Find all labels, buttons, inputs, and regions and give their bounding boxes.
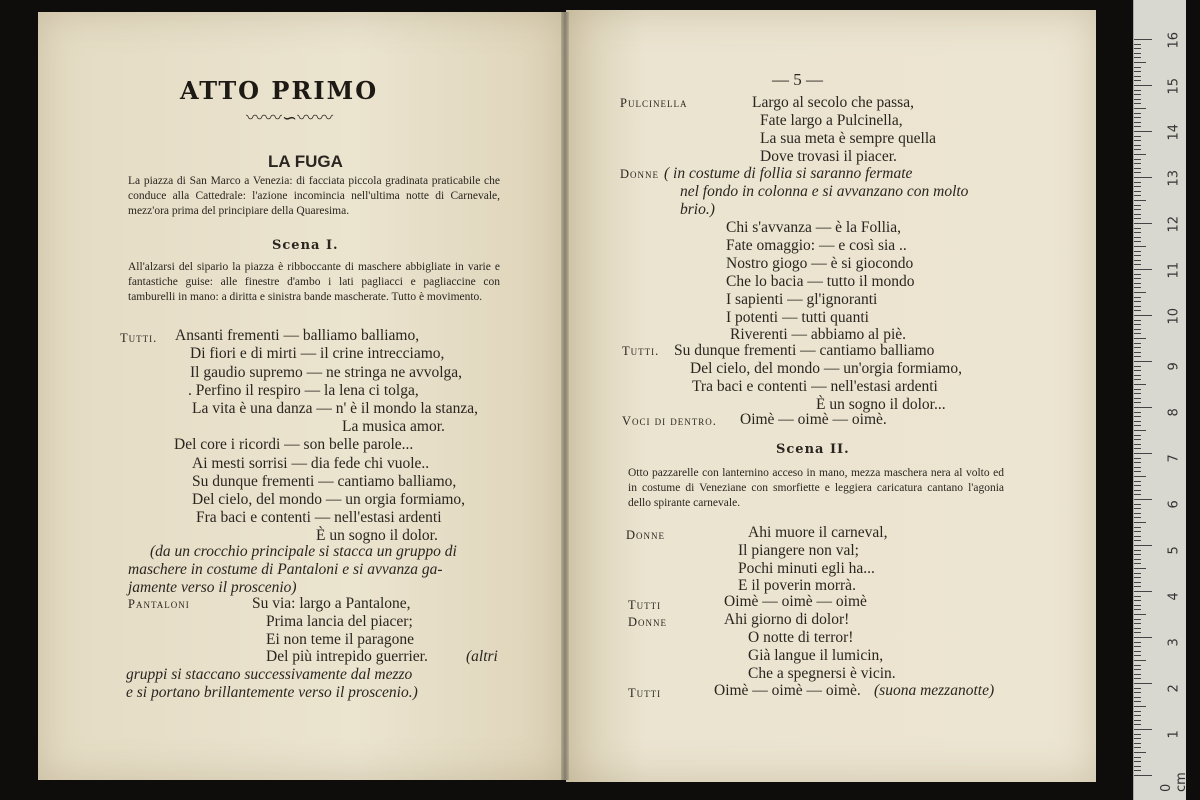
ruler-tick — [1134, 154, 1146, 155]
ruler-tick — [1134, 287, 1141, 288]
ruler-tick — [1134, 232, 1141, 233]
ruler-number: 4 — [1166, 592, 1182, 601]
ruler-tick — [1134, 720, 1141, 721]
ruler-tick — [1134, 632, 1141, 633]
ruler-tick — [1134, 62, 1146, 63]
ruler-tick — [1134, 430, 1146, 431]
scena-description: Otto pazzarelle con lanternino acceso in mano, mezza maschera nera al volto ed in costume di Veneziane con smorfiette e leggiera caricatura cantano l'agonia dello spirante carnevale. — [628, 467, 1004, 509]
ruler-tick — [1134, 683, 1152, 684]
ruler-tick — [1134, 674, 1141, 675]
ruler-tick — [1134, 241, 1141, 242]
ruler-tick — [1134, 384, 1146, 385]
ruler-tick — [1134, 444, 1141, 445]
ruler-tick — [1134, 605, 1141, 606]
verse-line: Oimè — oimè — oimè — [724, 593, 867, 610]
ruler-tick — [1134, 48, 1141, 49]
ruler-tick — [1134, 136, 1141, 137]
stage-direction-line: nel fondo in colonna e si avvanzano con molto — [680, 183, 969, 200]
ruler-tick — [1134, 57, 1141, 58]
ruler-tick — [1134, 251, 1141, 252]
verse-line: Ahi giorno di dolor! — [724, 611, 850, 628]
ruler-tick — [1134, 678, 1141, 679]
verse-line: Largo al secolo che passa, — [752, 94, 914, 111]
ruler-tick — [1134, 163, 1141, 164]
ruler-tick — [1134, 329, 1141, 330]
ruler-number: 1 — [1166, 730, 1182, 739]
ruler-tick — [1134, 596, 1141, 597]
ruler-tick — [1134, 402, 1141, 403]
ruler-number: 7 — [1166, 454, 1182, 463]
ruler-tick — [1134, 80, 1141, 81]
ruler-tick — [1134, 370, 1141, 371]
ruler-tick — [1134, 609, 1141, 610]
ruler-tick — [1134, 117, 1141, 118]
ruler-tick — [1134, 701, 1141, 702]
ruler-tick — [1134, 536, 1141, 537]
ruler-tick — [1134, 320, 1141, 321]
ruler-tick — [1134, 485, 1141, 486]
stage-direction: (altri — [466, 648, 498, 665]
ruler-tick — [1134, 517, 1141, 518]
ruler-tick — [1134, 264, 1141, 265]
ruler-tick — [1134, 343, 1141, 344]
character-label: Pulcinella — [620, 96, 688, 110]
character-label: Donne — [620, 167, 660, 181]
ruler-tick — [1134, 490, 1141, 491]
ruler-number: 11 — [1166, 261, 1182, 279]
ruler-tick — [1134, 738, 1141, 739]
ruler-tick — [1134, 660, 1146, 661]
ruler-tick — [1134, 412, 1141, 413]
character-label: Tutti. — [622, 344, 660, 358]
ruler-tick — [1134, 563, 1141, 564]
ruler-tick — [1134, 692, 1141, 693]
ruler-tick — [1134, 531, 1141, 532]
character-label: Pantaloni — [128, 597, 190, 611]
ruler-tick — [1134, 99, 1141, 100]
ruler-tick — [1134, 619, 1141, 620]
character-label: Donne — [626, 528, 666, 542]
ruler-tick — [1134, 425, 1141, 426]
verse-line: Su via: largo a Pantalone, — [252, 595, 411, 612]
ruler-tick — [1134, 218, 1141, 219]
ruler-tick — [1134, 697, 1141, 698]
ruler-number: 8 — [1166, 408, 1182, 417]
ruler-tick — [1134, 375, 1141, 376]
verse-line: Di fiori e di mirti — il crine intrecciamo, — [190, 345, 445, 362]
ruler-number: 16 — [1166, 31, 1182, 49]
setting-description: La piazza di San Marco a Venezia: di facciata piccola gradinata praticabile che conduce alla Cattedrale: l'azione incomincia nell'ultima notte di Carnevale, mezz'ora prima del principiare della Quaresima. — [128, 175, 500, 217]
ruler-tick — [1134, 122, 1141, 123]
ruler-tick — [1134, 559, 1141, 560]
ruler-tick — [1134, 637, 1152, 638]
ruler-tick — [1134, 269, 1152, 270]
ruler-tick — [1134, 706, 1146, 707]
ruler-number: 2 — [1166, 684, 1182, 693]
ruler-tick — [1134, 508, 1141, 509]
ruler-tick — [1134, 439, 1141, 440]
ruler-tick — [1134, 614, 1146, 615]
ruler-number: 12 — [1166, 215, 1182, 233]
scena-heading: Scena II. — [776, 442, 850, 457]
ruler-tick — [1134, 205, 1141, 206]
ruler-tick — [1134, 550, 1141, 551]
verse-line: La sua meta è sempre quella — [760, 130, 937, 147]
verse-line: Ahi muore il carneval, — [748, 524, 888, 541]
verse-line: Che a spegnersi è vicin. — [748, 665, 896, 682]
verse-line: Del cielo, del mondo — un'orgia formiamo, — [690, 360, 962, 377]
ruler-tick — [1134, 389, 1141, 390]
verse-line: Chi s'avvanza — è la Follia, — [726, 219, 901, 236]
measuring-ruler — [1133, 0, 1189, 800]
ruler-tick — [1134, 527, 1141, 528]
page-number: — 5 — — [772, 70, 823, 89]
ruler-number: 10 — [1166, 307, 1182, 325]
ruler-tick — [1134, 642, 1141, 643]
ruler-tick — [1134, 458, 1141, 459]
stage-direction-line: maschere in costume di Pantaloni e si avvanza ga- — [128, 561, 443, 578]
ruler-tick — [1134, 540, 1141, 541]
ruler-tick — [1134, 729, 1152, 730]
ruler-tick — [1134, 747, 1141, 748]
stage-direction-line: ( in costume di follia si saranno fermate — [664, 165, 913, 182]
ruler-tick — [1134, 775, 1152, 776]
stage-direction-line: jamente verso il proscenio) — [128, 579, 297, 596]
ruler-tick — [1134, 301, 1141, 302]
verse-line: I sapienti — gl'ignoranti — [726, 291, 878, 308]
ruler-tick — [1134, 398, 1141, 399]
character-label: Donne — [628, 615, 668, 629]
verse-line: È un sogno il dolor. — [316, 527, 438, 544]
ruler-tick — [1134, 646, 1141, 647]
ruler-tick — [1134, 195, 1141, 196]
book-gutter — [561, 12, 569, 780]
ruler-tick — [1134, 306, 1141, 307]
ruler-tick — [1134, 724, 1141, 725]
ruler-tick — [1134, 743, 1141, 744]
ruler-tick — [1134, 338, 1146, 339]
ruler-tick — [1134, 145, 1141, 146]
ruler-tick — [1134, 545, 1152, 546]
ruler-tick — [1134, 752, 1146, 753]
character-label: Tutti — [628, 686, 662, 700]
ruler-tick — [1134, 191, 1141, 192]
verse-line: Ai mesti sorrisi — dia fede chi vuole.. — [192, 455, 430, 472]
ruler-tick — [1134, 292, 1146, 293]
ruler-tick — [1134, 237, 1141, 238]
verse-line: Fate largo a Pulcinella, — [760, 112, 903, 129]
ruler-tick — [1134, 600, 1141, 601]
ruler-tick — [1134, 90, 1141, 91]
verse-line: Pochi minuti egli ha... — [738, 560, 875, 577]
ruler-number: 15 — [1166, 77, 1182, 95]
ruler-tick — [1134, 435, 1141, 436]
verse-line: Su dunque frementi — cantiamo balliamo, — [192, 473, 457, 490]
ruler-tick — [1134, 554, 1141, 555]
verse-line: Dove trovasi il piacer. — [760, 148, 897, 165]
ruler-tick — [1134, 476, 1146, 477]
ruler-tick — [1134, 366, 1141, 367]
ruler-tick — [1134, 71, 1141, 72]
verse-line: O notte di terror! — [748, 629, 854, 646]
ruler-tick — [1134, 655, 1141, 656]
scena-heading: Scena I. — [272, 238, 339, 253]
ruler-tick — [1134, 85, 1152, 86]
ruler-tick — [1134, 352, 1141, 353]
ruler-tick — [1134, 665, 1141, 666]
verse-line: Il piangere non val; — [738, 542, 859, 559]
ruler-tick — [1134, 379, 1141, 380]
ruler-tick — [1134, 228, 1141, 229]
verse-line: Riverenti — abbiamo al piè. — [730, 326, 907, 343]
verse-line: Il gaudio supremo — ne stringa ne avvolga, — [190, 364, 463, 381]
ruler-tick — [1134, 260, 1141, 261]
ruler-tick — [1134, 669, 1141, 670]
ruler-tick — [1134, 715, 1141, 716]
ruler-tick — [1134, 39, 1152, 40]
ruler-tick — [1134, 149, 1141, 150]
ruler-tick — [1134, 315, 1152, 316]
ruler-tick — [1134, 131, 1152, 132]
verse-line: Prima lancia del piacer; — [266, 613, 413, 630]
ruler-tick — [1134, 297, 1141, 298]
ruler-tick — [1134, 356, 1141, 357]
verse-line: . Perfino il respiro — la lena ci tolga, — [188, 382, 419, 399]
verse-line: Fra baci e contenti — nell'estasi ardenti — [196, 509, 442, 526]
character-label: Tutti — [628, 598, 662, 612]
ruler-tick — [1134, 76, 1141, 77]
stage-direction-line: gruppi si staccano successivamente dal mezzo — [126, 666, 413, 683]
verse-line: I potenti — tutti quanti — [726, 309, 869, 326]
ruler-number: 6 — [1166, 500, 1182, 509]
ruler-tick — [1134, 186, 1141, 187]
ruler-tick — [1134, 591, 1152, 592]
ruler-tick — [1134, 103, 1141, 104]
ruler-tick — [1134, 711, 1141, 712]
ruler-tick — [1134, 168, 1141, 169]
ruler-tick — [1134, 761, 1141, 762]
verse-line: Già langue il lumicin, — [748, 647, 884, 664]
ruler-tick — [1134, 324, 1141, 325]
verse-line: Del core i ricordi — son belle parole... — [174, 436, 414, 453]
ruler-tick — [1134, 504, 1141, 505]
ruler-tick — [1134, 200, 1146, 201]
ruler-tick — [1134, 126, 1141, 127]
ruler-tick — [1134, 94, 1141, 95]
ruler-tick — [1134, 471, 1141, 472]
ruler-tick — [1134, 499, 1152, 500]
ruler-tick — [1134, 513, 1141, 514]
act-title: ATTO PRIMO — [180, 76, 379, 105]
verse-line: La vita è una danza — n' è il mondo la stanza, — [192, 400, 478, 417]
verse-line: È un sogno il dolor... — [816, 396, 946, 413]
verse-line: Oimè — oimè — oimè. — [714, 682, 861, 699]
ruler-tick — [1134, 182, 1141, 183]
ruler-number: 9 — [1166, 362, 1182, 371]
ruler-tick — [1134, 421, 1141, 422]
ruler-tick — [1134, 255, 1141, 256]
ruler-tick — [1134, 67, 1141, 68]
ruler-tick — [1134, 757, 1141, 758]
ruler-tick — [1134, 223, 1152, 224]
ruler-tick — [1134, 688, 1141, 689]
ruler-tick — [1134, 577, 1141, 578]
ruler-tick — [1134, 209, 1141, 210]
stage-direction-line: e si portano brillantemente verso il proscenio.) — [126, 684, 418, 701]
ruler-tick — [1134, 573, 1141, 574]
ruler-tick — [1134, 734, 1141, 735]
ruler-number: 5 — [1166, 546, 1182, 555]
ruler-tick — [1134, 416, 1141, 417]
ruler-tick — [1134, 393, 1141, 394]
ruler-number: 3 — [1166, 638, 1182, 647]
verse-line: Fate omaggio: — e così sia .. — [726, 237, 907, 254]
ruler-tick — [1134, 766, 1141, 767]
ruler-tick — [1134, 462, 1141, 463]
ruler-tick — [1134, 770, 1141, 771]
ruler-tick — [1134, 361, 1152, 362]
ruler-tick — [1134, 283, 1141, 284]
verse-line: Ei non teme il paragone — [266, 631, 415, 648]
ruler-tick — [1134, 172, 1141, 173]
ruler-tick — [1134, 246, 1146, 247]
verse-line: Su dunque frementi — cantiamo balliamo — [674, 342, 935, 359]
stage-direction: (suona mezzanotte) — [874, 682, 995, 699]
ruler-tick — [1134, 113, 1141, 114]
verse-line: Che lo bacia — tutto il mondo — [726, 273, 915, 290]
scene-title: LA FUGA — [268, 152, 343, 171]
verse-line: Del più intrepido guerrier. — [266, 648, 428, 665]
stage-direction-line: brio.) — [680, 201, 715, 218]
ruler-tick — [1134, 522, 1146, 523]
ruler-tick — [1134, 628, 1141, 629]
ruler-tick — [1134, 214, 1141, 215]
verse-line: Oimè — oimè — oimè. — [740, 411, 887, 428]
ruler-tick — [1134, 623, 1141, 624]
ruler-tick — [1134, 177, 1152, 178]
ruler-tick — [1134, 274, 1141, 275]
ruler-tick — [1134, 53, 1141, 54]
ruler-tick — [1134, 108, 1146, 109]
ruler-tick — [1134, 310, 1141, 311]
ruler-tick — [1134, 44, 1141, 45]
ruler-tick — [1134, 481, 1141, 482]
verse-line: Ansanti frementi — balliamo balliamo, — [175, 327, 420, 344]
ruler-tick — [1134, 278, 1141, 279]
ruler-tick — [1134, 140, 1141, 141]
verse-line: Tra baci e contenti — nell'estasi ardenti — [692, 378, 938, 395]
character-label: Tutti. — [120, 331, 158, 345]
verse-line: Del cielo, del mondo — un orgia formiamo, — [192, 491, 466, 508]
ruler-number: 0 cm — [1159, 772, 1189, 792]
ruler-tick — [1134, 407, 1152, 408]
verse-line: Nostro giogo — è si giocondo — [726, 255, 914, 272]
ruler-tick — [1134, 159, 1141, 160]
scena-description: All'alzarsi del sipario la piazza è ribboccante di maschere abbigliate in varie e fantastiche guise: alle finestre d'ambo i lati pagliacci e pagliaccine con tamburelli in mano: a diritta e sinistra bande mascherate. Tutto è movimento. — [128, 261, 500, 303]
ruler-tick — [1134, 453, 1152, 454]
verse-line: La musica amor. — [342, 418, 445, 435]
ruler-tick — [1134, 467, 1141, 468]
ruler-tick — [1134, 347, 1141, 348]
ruler-tick — [1134, 582, 1141, 583]
verse-line: E il poverin morrà. — [738, 577, 856, 594]
ruler-tick — [1134, 448, 1141, 449]
ruler-tick — [1134, 333, 1141, 334]
ruler-tick — [1134, 586, 1141, 587]
stage-direction-line: (da un crocchio principale si stacca un gruppo di — [150, 543, 457, 560]
character-label: Voci di dentro. — [622, 414, 717, 428]
ruler-number: 13 — [1166, 169, 1182, 187]
ruler-tick — [1134, 651, 1141, 652]
ruler-number: 14 — [1166, 123, 1182, 141]
ornament-icon: 〰〰∽〰〰 — [246, 108, 334, 128]
ruler-tick — [1134, 494, 1141, 495]
ruler-tick — [1134, 568, 1146, 569]
